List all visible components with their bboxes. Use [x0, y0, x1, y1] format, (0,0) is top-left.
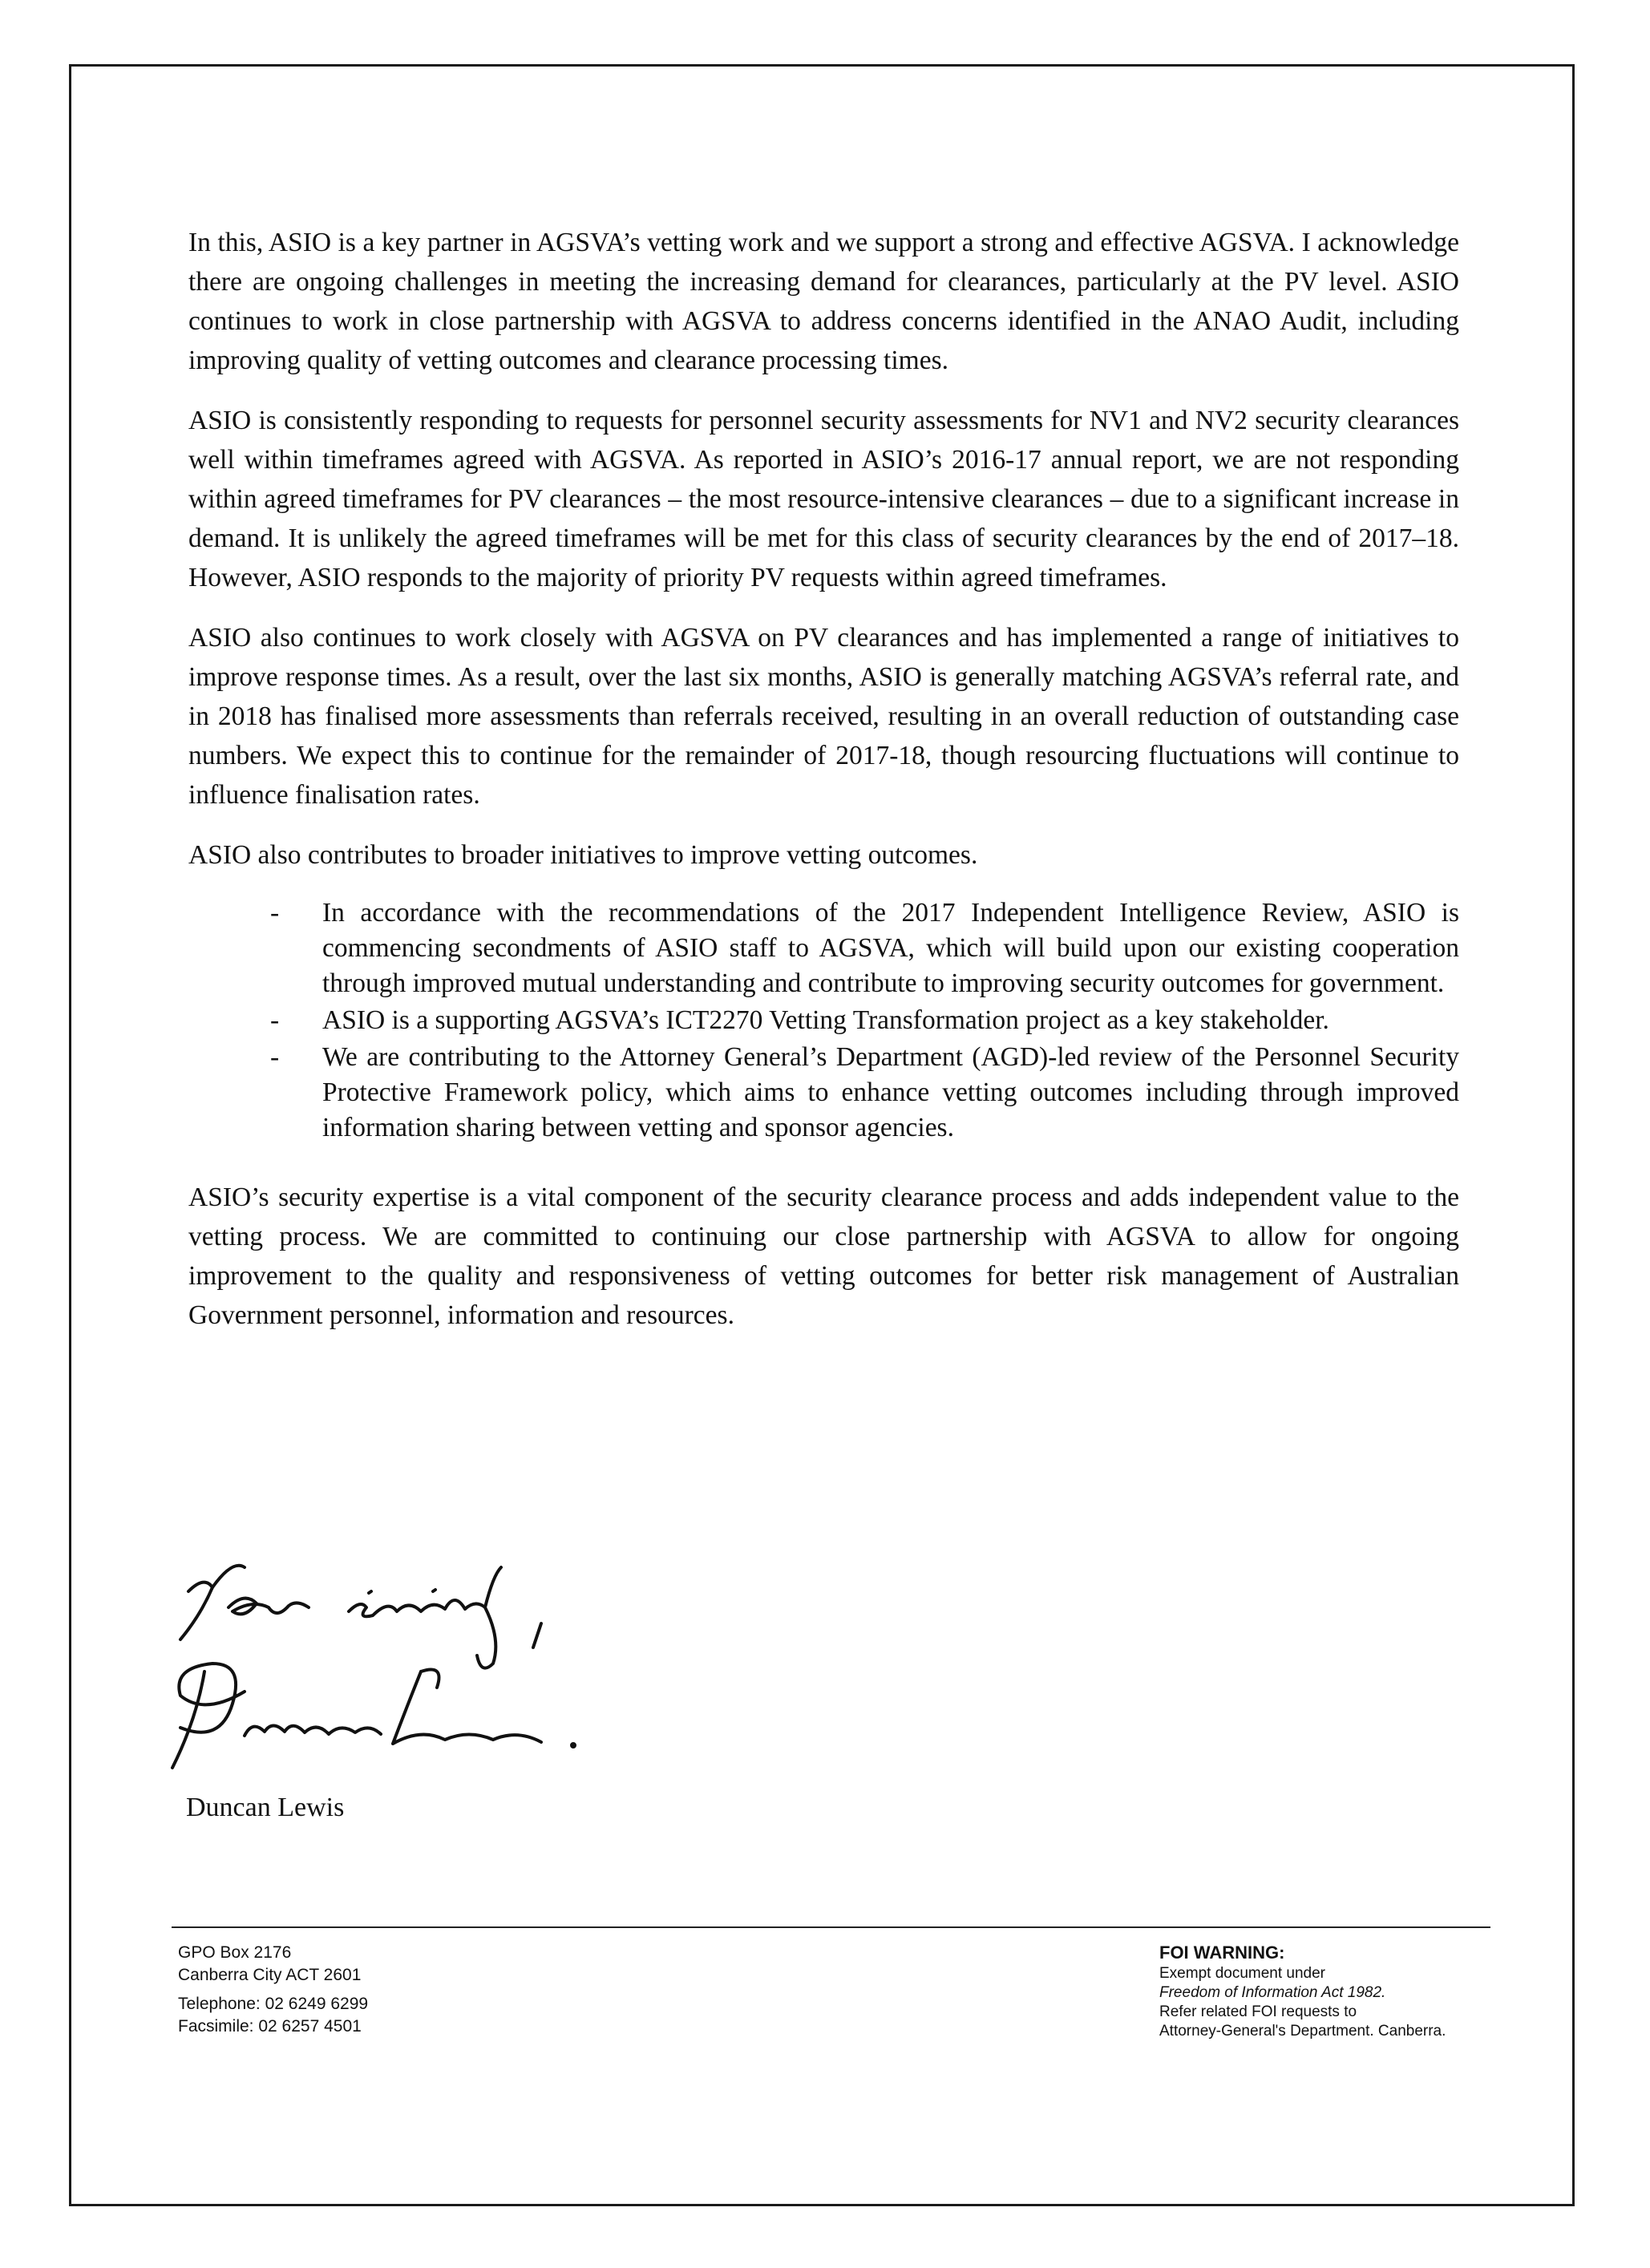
foi-act-title: Freedom of Information Act 1982.	[1159, 1984, 1386, 2001]
facsimile: Facsimile: 02 6257 4501	[178, 2017, 362, 2036]
foi-line: Exempt document under	[1159, 1965, 1326, 1982]
address-line: Canberra City ACT 2601	[178, 1966, 362, 1984]
paragraph-pv-clearances: ASIO also continues to work closely with AGSVA on PV clearances and has implemented a range of initiatives to improve response times. As a result, over the last six months, ASIO is generally matching AGSVA’s referral rate, and in 2018 has finalised more assessments than referrals received, resulting in an overall reduction of outstanding case numbers. We expect this to continue for the remainder of 2017-18, though resourcing fluctuations will continue to influence finalisation rates.	[188, 623, 1459, 810]
footer-contact	[178, 1942, 368, 2038]
paragraph-timeframes: ASIO is consistently responding to requests for personnel security assessments for NV1 and NV2 security clearances well within timeframes agreed with AGSVA. As reported in ASIO’s 2016-17 annual report, we are not responding within agreed timeframes for PV clearances – the most resource-intensive clearances – due to a significant increase in demand. It is unlikely the agreed timeframes will be met for this class of security clearances by the end of 2017–18. However, ASIO responds to the majority of priority PV requests within agreed timeframes.	[188, 406, 1459, 592]
paragraph-closing: ASIO’s security expertise is a vital component of the security clearance process and adds independent value to the vetting process. We are committed to continuing our close partnership with AGSVA to allow for ongoing improvement to the quality and responsiveness of vetting outcomes for better risk management of Australian Government personnel, information and resources.	[188, 1183, 1459, 1330]
handwritten-signature	[156, 1543, 718, 1784]
foi-heading: FOI WARNING:	[1159, 1943, 1285, 1963]
foi-line: Refer related FOI requests to	[1159, 2003, 1357, 2020]
address-line: GPO Box 2176	[178, 1943, 292, 1962]
footer-divider	[172, 1926, 1490, 1928]
letter-body	[188, 223, 1459, 1356]
paragraph-partnership: In this, ASIO is a key partner in AGSVA’s vetting work and we support a strong and effective AGSVA. I acknowledge there are ongoing challenges in meeting the increasing demand for clearances, particularly at the PV level. ASIO continues to work in close partnership with AGSVA to address concerns identified in the ANAO Audit, including improving quality of vetting outcomes and clearance processing times.	[188, 228, 1459, 375]
list-item: - In accordance with the recommendations of the 2017 Independent Intelligence Review, ASIO is commencing secondments of ASIO staff to AGSVA, which will build upon our existing cooperation through improved mutual understanding and contribute to improving security outcomes for government.	[322, 895, 1459, 1001]
telephone: Telephone: 02 6249 6299	[178, 1995, 369, 2013]
signature-image	[156, 1543, 718, 1784]
foi-warning	[1159, 1942, 1496, 2041]
paragraph-broader-initiatives: ASIO also contributes to broader initiatives to improve vetting outcomes.	[188, 840, 978, 870]
foi-line: Attorney-General's Department. Canberra.	[1159, 2023, 1446, 2040]
list-item: - ASIO is a supporting AGSVA’s ICT2270 Vetting Transformation project as a key stakeholder.	[322, 1003, 1459, 1038]
list-item: - We are contributing to the Attorney General’s Department (AGD)-led review of the Personnel Security Protective Framework policy, which aims to enhance vetting outcomes including through improved information sharing between vetting and sponsor agencies.	[322, 1040, 1459, 1146]
signer-name: Duncan Lewis	[186, 1793, 345, 1822]
initiatives-list	[188, 895, 1459, 1146]
foi-line	[1159, 1983, 1496, 2003]
